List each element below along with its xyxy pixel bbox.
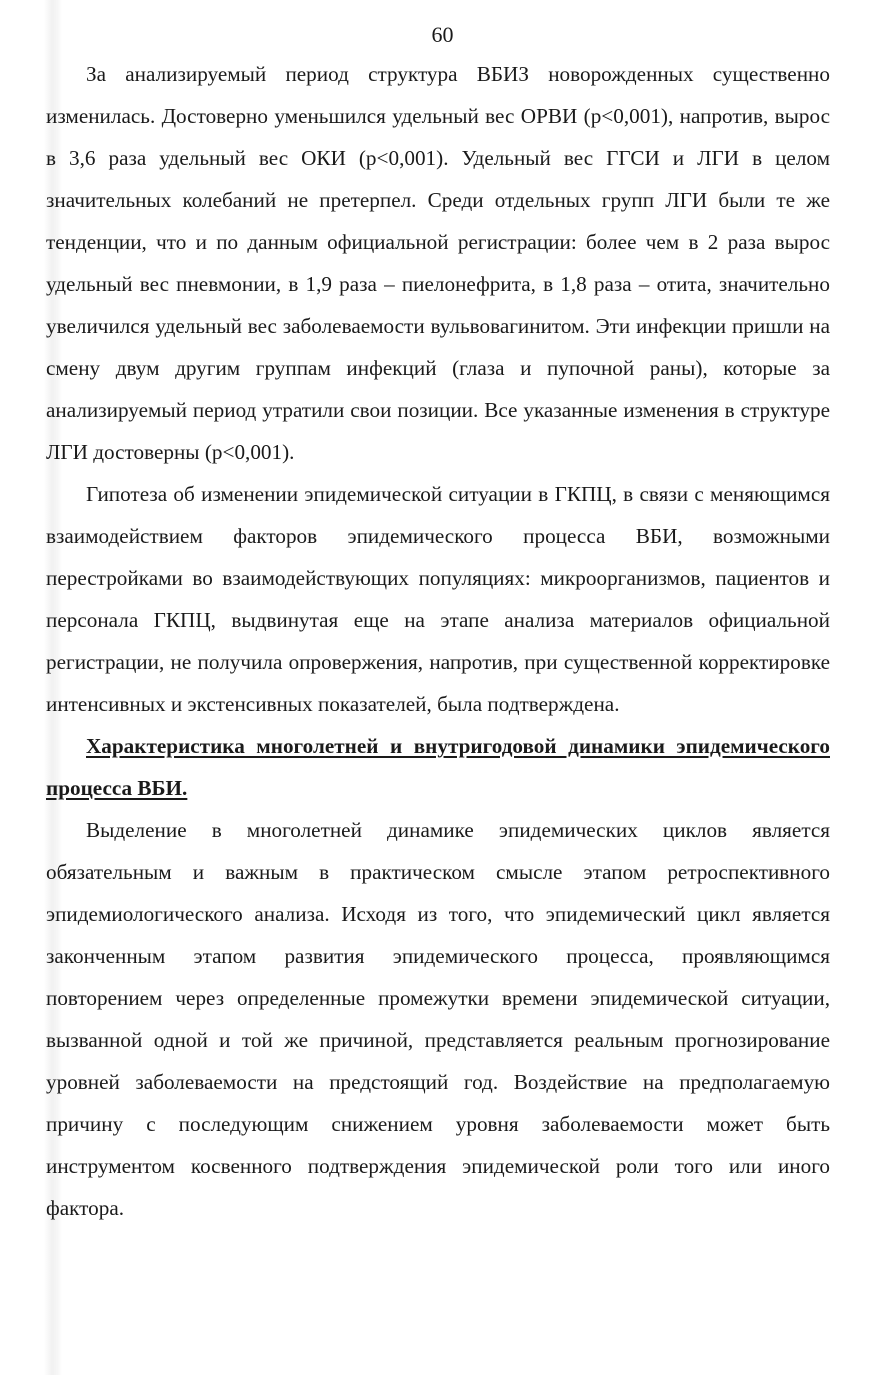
paragraph-epidemic-cycles: Выделение в многолетней динамике эпидемических циклов является обязательным и важным в практическом смысле этапом ретроспективного эпидемиологического анализа. Исходя из того, что эпидемический цикл является законченным этапом развития эпидемического процесса, проявляющимся повторением через определенные промежутки времени эпидемической ситуации, вызванной одной и той же причиной, представляется реальным прогнозирование уровней заболеваемости на предстоящий год. Воздействие на предполагаемую причину с последующим снижением уровня заболеваемости может быть инструментом косвенного подтверждения эпидемической роли того или иного фактора. <box>46 818 830 1220</box>
section-heading: Характеристика многолетней и внутригодовой динамики эпидемического процесса ВБИ. <box>46 734 830 800</box>
paragraph-hypothesis: Гипотеза об изменении эпидемической ситуации в ГКПЦ, в связи с меняющимся взаимодействием факторов эпидемического процесса ВБИ, возможными перестройками во взаимодействующих популяциях: микроорганизмов, пациентов и персонала ГКПЦ, выдвинутая еще на этапе анализа материалов официальной регистрации, не получила опровержения, напротив, при существенной корректировке интенсивных и экстенсивных показателей, была подтверждена. <box>46 482 830 716</box>
document-body <box>46 53 830 1229</box>
paragraph-structure-changes: За анализируемый период структура ВБИЗ новорожденных существенно изменилась. Достоверно уменьшился удельный вес ОРВИ (р<0,001), напротив, вырос в 3,6 раза удельный вес ОКИ (р<0,001). Удельный вес ГГСИ и ЛГИ в целом значительных колебаний не претерпел. Среди отдельных групп ЛГИ были те же тенденции, что и по данным официальной регистрации: более чем в 2 раза вырос удельный вес пневмонии, в 1,9 раза – пиелонефрита, в 1,8 раза – отита, значительно увеличился удельный вес заболеваемости вульвовагинитом. Эти инфекции пришли на смену двум другим группам инфекций (глаза и пупочной раны), которые за анализируемый период утратили свои позиции. Все указанные изменения в структуре ЛГИ достоверны (р<0,001). <box>46 62 830 464</box>
page-number: 60 <box>431 22 454 47</box>
